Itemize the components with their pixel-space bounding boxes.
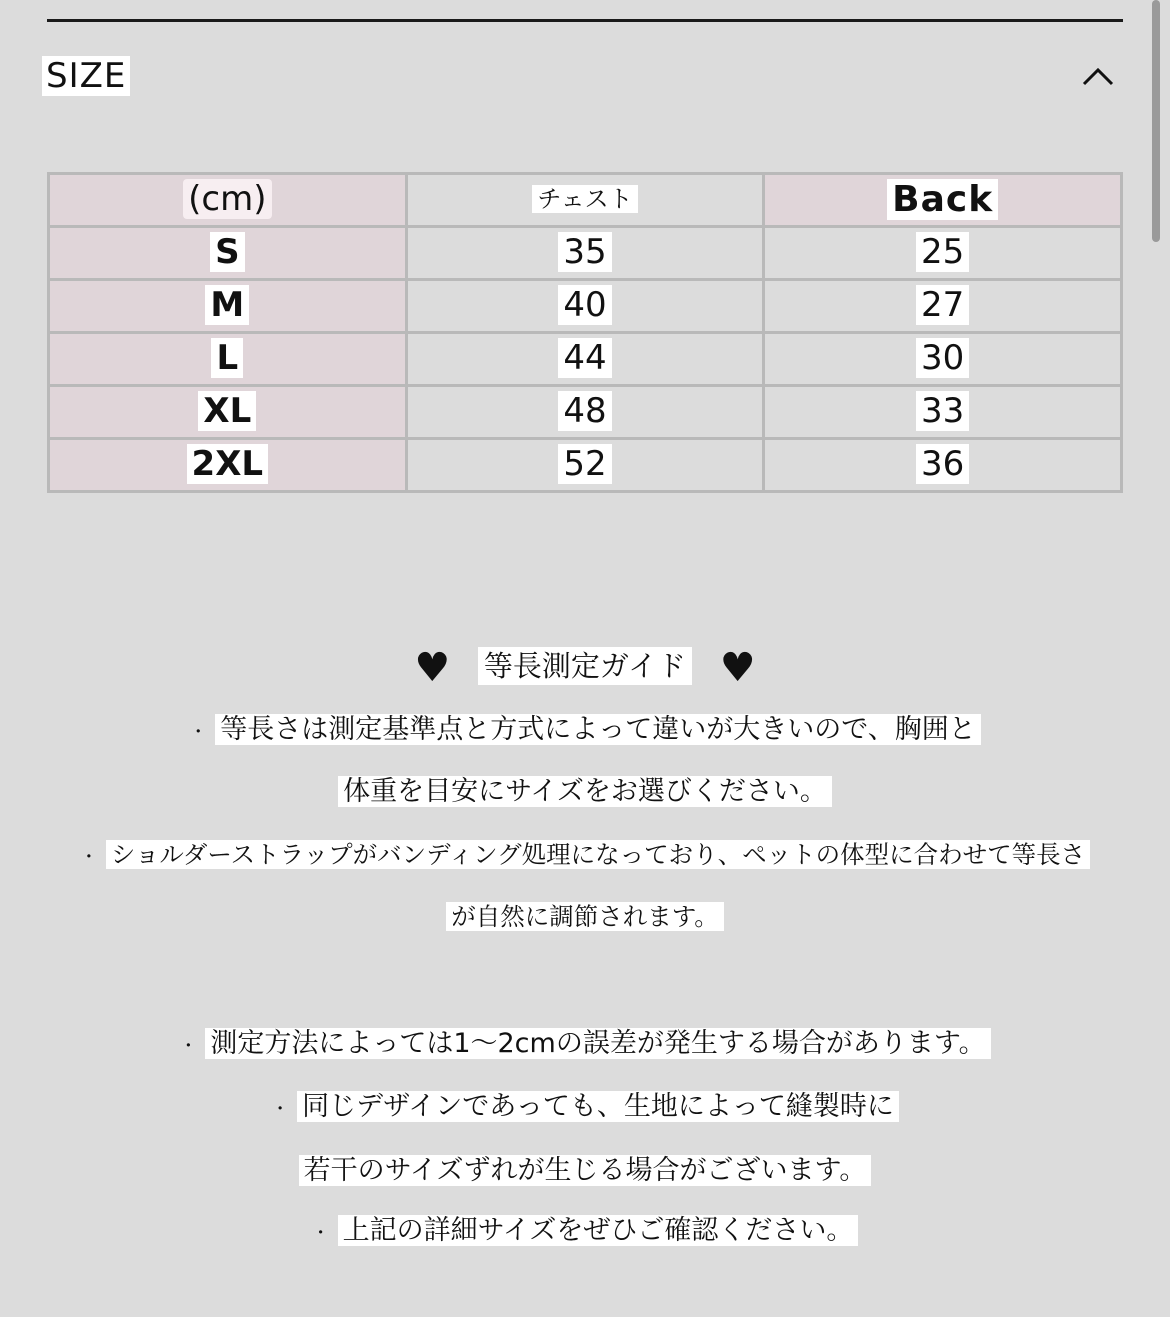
guide-line [0, 776, 1170, 807]
chest-cell [406, 386, 764, 439]
header-chest-cell [406, 174, 764, 227]
size-label: L [211, 338, 243, 378]
bullet: ・ [179, 1035, 198, 1057]
chest-value: 40 [558, 285, 611, 325]
table-row [49, 439, 1122, 492]
back-value: 30 [916, 338, 969, 378]
chest-value: 52 [558, 444, 611, 484]
size-cell [49, 333, 407, 386]
section-title[interactable]: SIZE [42, 56, 130, 96]
heart-icon: ♥ [719, 645, 756, 691]
guide-text: ショルダーストラップがバンディング処理になっており、ペットの体型に合わせて等長さ [106, 840, 1090, 869]
table-row [49, 333, 1122, 386]
guide-line [0, 714, 1170, 745]
chest-cell [406, 280, 764, 333]
guide-line [0, 1028, 1170, 1059]
size-cell [49, 439, 407, 492]
back-value: 36 [916, 444, 969, 484]
back-cell [764, 386, 1122, 439]
back-cell [764, 227, 1122, 280]
table-row [49, 227, 1122, 280]
guide-text: 若干のサイズずれが生じる場合がございます。 [299, 1155, 872, 1186]
guide-text: 体重を目安にサイズをお選びください。 [338, 776, 832, 807]
guide-line [0, 840, 1170, 869]
guide-line [0, 1215, 1170, 1246]
size-cell [49, 280, 407, 333]
section-divider [47, 19, 1123, 22]
header-back: Back [887, 179, 998, 220]
size-label: S [210, 232, 245, 272]
table-row [49, 386, 1122, 439]
size-label: M [205, 285, 249, 325]
chest-value: 35 [558, 232, 611, 272]
guide-title: 等長測定ガイド [478, 647, 692, 685]
size-table [47, 172, 1123, 493]
guide-text: 上記の詳細サイズをぜひご確認ください。 [338, 1215, 859, 1246]
size-cell [49, 386, 407, 439]
back-cell [764, 333, 1122, 386]
bullet: ・ [311, 1222, 330, 1244]
bullet: ・ [271, 1098, 290, 1120]
size-label: XL [198, 391, 256, 431]
guide-line [0, 902, 1170, 931]
back-value: 27 [916, 285, 969, 325]
header-unit: (cm) [183, 179, 271, 219]
guide-heading [0, 644, 1170, 691]
guide-text: 同じデザインであっても、生地によって縫製時に [297, 1091, 899, 1122]
chest-value: 44 [558, 338, 611, 378]
guide-text: 等長さは測定基準点と方式によって違いが大きいので、胸囲と [215, 714, 980, 745]
chest-cell [406, 439, 764, 492]
guide-text: が自然に調節されます。 [446, 902, 724, 931]
guide-line [0, 1155, 1170, 1186]
chest-value: 48 [558, 391, 611, 431]
header-back-cell [764, 174, 1122, 227]
guide-line [0, 1091, 1170, 1122]
size-cell [49, 227, 407, 280]
back-value: 25 [916, 232, 969, 272]
guide-text: 測定方法によっては1～2cmの誤差が発生する場合があります。 [205, 1028, 990, 1059]
bullet: ・ [189, 721, 208, 743]
back-cell [764, 439, 1122, 492]
chevron-up-icon[interactable] [1080, 58, 1116, 94]
size-label: 2XL [187, 444, 269, 484]
header-unit-cell [49, 174, 407, 227]
scrollbar[interactable] [1152, 0, 1160, 242]
chest-cell [406, 333, 764, 386]
back-value: 33 [916, 391, 969, 431]
heart-icon: ♥ [414, 645, 451, 691]
table-header-row [49, 174, 1122, 227]
table-row [49, 280, 1122, 333]
chest-cell [406, 227, 764, 280]
bullet: ・ [79, 847, 98, 868]
back-cell [764, 280, 1122, 333]
header-chest: チェスト [532, 185, 637, 213]
